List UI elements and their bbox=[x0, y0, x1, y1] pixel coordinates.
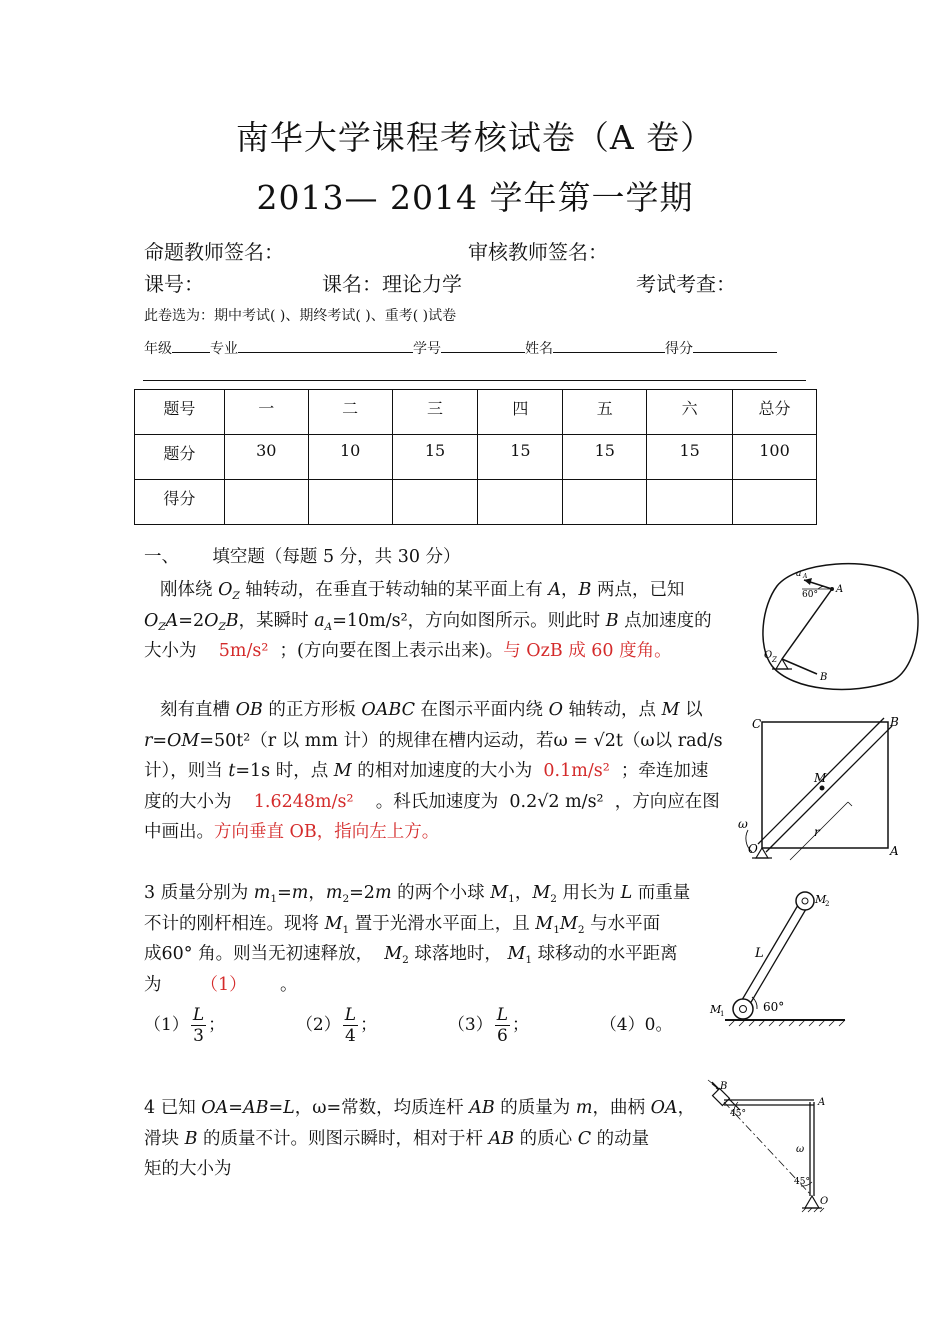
table-cell: 30 bbox=[224, 435, 308, 480]
q3-text: 球移动的水平距离 bbox=[532, 944, 678, 964]
table-cell: 15 bbox=[478, 435, 563, 480]
option-2[interactable]: （2） $\frac{L}{4}$ ； bbox=[295, 1005, 378, 1046]
q3-text: 成60° 角。则当无初速释放， bbox=[144, 944, 374, 964]
table-cell: 六 bbox=[647, 390, 733, 435]
setter-signature-label: 命题教师签名： bbox=[144, 240, 284, 264]
figure-label: L bbox=[755, 946, 764, 961]
figure-label: 2 bbox=[825, 900, 830, 908]
table-cell: 100 bbox=[733, 435, 817, 480]
figure-label: 60° bbox=[763, 1000, 785, 1014]
option-label: （1） bbox=[144, 1015, 189, 1035]
table-cell: 得分 bbox=[135, 480, 225, 525]
figure-label: Z bbox=[772, 656, 777, 664]
q4-text: 4 已知 bbox=[144, 1098, 202, 1118]
q4-text: ， bbox=[677, 1098, 696, 1118]
q1-text: 大小为 bbox=[144, 641, 197, 661]
table-cell: 题分 bbox=[135, 435, 225, 480]
q2-text: =1s 时，点 bbox=[235, 761, 334, 781]
table-cell: 15 bbox=[647, 435, 733, 480]
q3-answer: （1） bbox=[200, 974, 247, 995]
semester-title: 2013— 2014 学年第一学期 bbox=[256, 178, 694, 217]
table-cell: 题号 bbox=[135, 390, 225, 435]
figure-label: M bbox=[814, 771, 827, 785]
q4-text: 的质量不计。则图示瞬时，相对于杆 bbox=[197, 1128, 489, 1149]
table-cell: 四 bbox=[478, 390, 563, 435]
q2-answer: 0.2√2 m/s² bbox=[509, 791, 604, 812]
score-input-cell[interactable] bbox=[563, 480, 647, 525]
q1-text: 刚体绕 bbox=[160, 580, 219, 600]
score-label: 得分 bbox=[665, 341, 693, 357]
q3-text: 用长为 bbox=[556, 883, 621, 903]
table-cell: 三 bbox=[392, 390, 478, 435]
option-label: （2） bbox=[295, 1015, 341, 1035]
score-input-cell[interactable] bbox=[392, 480, 478, 525]
exam-title: 南华大学课程考核试卷（A 卷） bbox=[235, 118, 715, 157]
figure-label: B bbox=[820, 672, 828, 683]
q2-text: 度的大小为 bbox=[144, 791, 232, 812]
q1-text: 两点，已知 bbox=[591, 580, 685, 600]
grade-blank[interactable] bbox=[172, 336, 210, 353]
figure-label: O bbox=[764, 650, 773, 661]
q3-options bbox=[144, 1005, 672, 1046]
score-input-cell[interactable] bbox=[224, 480, 308, 525]
exam-type-label: 考试考查： bbox=[636, 272, 736, 296]
q4-text: ，ω=常数，均质连杆 bbox=[294, 1098, 470, 1118]
figure-label: a bbox=[796, 569, 802, 579]
table-cell: 15 bbox=[563, 435, 647, 480]
figure-3-rod-balls bbox=[705, 885, 855, 1035]
q4-text: ，曲柄 bbox=[592, 1098, 651, 1118]
figure-label: M bbox=[815, 893, 827, 906]
table-cell: 二 bbox=[308, 390, 392, 435]
option-1[interactable]: （1） $\frac{L}{3}$ ； bbox=[144, 1005, 226, 1046]
course-number-label: 课号： bbox=[144, 272, 204, 296]
figure-label: 45° bbox=[794, 1177, 810, 1187]
name-label: 姓名 bbox=[525, 341, 553, 357]
question-2: 刻有直槽 OB 的正方形板 OABC 在图示平面内绕 O 轴转动，点 M 以 r=OM=50t²（r 以 mm 计）的规律在槽内运动，若ω = √2t（ω以 rad/s 计），则当 t=1s 时，点 M 的相对加速度的大小为 0.1m/s² ；牵连加速 度的大小为 1.6248m/s² 。科氏加速度为 0.2√2 m/s² ，方向应在图 中画出。方向垂直 OB，指向左上方。 bbox=[144, 700, 723, 842]
q2-text: 在图示平面内绕 bbox=[414, 700, 549, 720]
major-blank[interactable] bbox=[238, 336, 413, 353]
student-info-line bbox=[144, 336, 777, 358]
figure-label: 60° bbox=[802, 590, 818, 600]
q4-text: 滑块 bbox=[144, 1128, 185, 1149]
figure-label: B bbox=[890, 715, 899, 729]
q2-text: 计），则当 bbox=[144, 761, 229, 781]
figure-label: C bbox=[752, 717, 762, 731]
score-input-cell[interactable] bbox=[647, 480, 733, 525]
figure-label: A bbox=[836, 584, 844, 595]
figure-label: B bbox=[720, 1081, 728, 1092]
course-name-label: 课名：理论力学 bbox=[322, 272, 462, 296]
q3-text: 与水平面 bbox=[584, 913, 661, 934]
option-label: （3） bbox=[447, 1015, 493, 1035]
figure-label: M bbox=[710, 1003, 722, 1016]
exam-selection-line: 此卷选为：期中考试( )、期终考试( )、重考( )试卷 bbox=[144, 308, 457, 324]
q3-text: 而重量 bbox=[632, 883, 691, 903]
q4-text: 的质心 bbox=[514, 1128, 578, 1149]
figure-label: A bbox=[818, 1097, 826, 1108]
table-cell: 15 bbox=[392, 435, 478, 480]
q2-text: ；牵连加速 bbox=[620, 761, 709, 781]
score-blank[interactable] bbox=[693, 336, 777, 353]
student-id-blank[interactable] bbox=[441, 336, 525, 353]
figure-label: 45° bbox=[730, 1109, 746, 1119]
q2-text: =50t²（r 以 mm 计）的规律在槽内运动，若ω = √2t（ω以 rad/s bbox=[199, 730, 723, 751]
q4-text: 矩的大小为 bbox=[144, 1159, 232, 1179]
table-cell: 10 bbox=[308, 435, 392, 480]
q2-text: ，方向应在图 bbox=[614, 791, 720, 812]
table-cell: 五 bbox=[563, 390, 647, 435]
q3-text: 。 bbox=[279, 974, 298, 995]
figure-label: ω bbox=[796, 1144, 805, 1155]
figure-label: r bbox=[814, 825, 820, 839]
q4-text: 的动量 bbox=[591, 1128, 650, 1149]
question-4: 4 已知 OA=AB=L，ω=常数，均质连杆 AB 的质量为 m，曲柄 OA， 滑块 B 的质量不计。则图示瞬时，相对于杆 AB 的质心 C 的动量 矩的大小为 bbox=[144, 1098, 696, 1179]
option-4[interactable]: （4）0。 bbox=[599, 1015, 673, 1035]
q2-text: 轴转动，点 bbox=[562, 700, 662, 720]
q3-text: 不计的刚杆相连。现将 bbox=[144, 913, 325, 934]
q3-text: 球落地时， bbox=[408, 944, 502, 964]
q2-text: 刻有直槽 bbox=[160, 700, 236, 720]
q1-text: =10m/s²，方向如图所示。则此时 bbox=[332, 610, 606, 631]
q2-answer: 方向垂直 OB，指向左上方。 bbox=[214, 822, 440, 842]
figure-label: 1 bbox=[720, 1010, 725, 1018]
q3-text: 的两个小球 bbox=[391, 883, 491, 903]
score-input-cell[interactable] bbox=[308, 480, 392, 525]
figure-label: O bbox=[748, 842, 758, 856]
q1-text: ；(方向要在图上表示出来)。 bbox=[279, 641, 504, 661]
q1-text: 点加速度的 bbox=[618, 610, 712, 631]
score-table bbox=[134, 389, 817, 525]
q1-text: ，某瞬时 bbox=[238, 610, 315, 631]
major-label: 专业 bbox=[210, 341, 238, 357]
q3-text: 为 bbox=[144, 974, 162, 995]
q1-answer: 与 OzB 成 60 度角。 bbox=[503, 641, 672, 661]
table-row bbox=[135, 390, 817, 435]
table-cell: 一 bbox=[224, 390, 308, 435]
q4-text: 的质量为 bbox=[494, 1098, 576, 1118]
q2-answer: 1.6248m/s² bbox=[253, 791, 354, 812]
q1-answer: 5m/s² bbox=[218, 641, 269, 661]
section-heading: 一、 填空题（每题 5 分，共 30 分） bbox=[144, 547, 461, 567]
option-3[interactable]: （3） $\frac{L}{6}$ ； bbox=[447, 1005, 529, 1046]
q2-text: 的正方形板 bbox=[262, 700, 362, 720]
student-id-label: 学号 bbox=[413, 341, 441, 357]
q3-text: 3 质量分别为 bbox=[144, 883, 254, 903]
q2-text: 中画出。 bbox=[144, 822, 214, 842]
question-3: 3 质量分别为 $m_1=m$，$m_2=2m$ 的两个小球 $M_1$，$M_2$ 用长为 L 而重量 不计的刚杆相连。现将 $M_1$ 置于光滑水平面上，且 $M_1M_2$ 与水平面 成60° 角。则当无初速释放， $M_2$ 球落地时， $M_1$ 球移动的水平距离 为 （1） 。 bbox=[144, 883, 691, 995]
q3-text: 置于光滑水平面上，且 bbox=[349, 913, 536, 934]
q2-text: 。科氏加速度为 bbox=[375, 791, 499, 812]
question-1: 刚体绕 $O_Z$ 轴转动，在垂直于转动轴的某平面上有 A，B 两点，已知 $O_ZA=2O_ZB$，某瞬时 $a_A=10m/s^2$，方向如图所示。则此时 B 点加速度的 大小为 5m/s² ；(方向要在图上表示出来)。与 OzB 成 60 度角。 bbox=[144, 580, 712, 661]
divider-line bbox=[143, 380, 806, 381]
figure-label: ω bbox=[738, 817, 748, 831]
figure-label: A bbox=[803, 573, 808, 580]
q2-text: 以 bbox=[679, 700, 703, 720]
q1-text: 轴转动，在垂直于转动轴的某平面上有 bbox=[239, 580, 549, 600]
figure-label: A bbox=[890, 844, 899, 858]
figure-1-rigid-body bbox=[752, 556, 932, 696]
figure-4-crank-slider bbox=[690, 1078, 850, 1228]
figure-2-square-plate bbox=[730, 710, 930, 870]
score-input-cell[interactable] bbox=[478, 480, 563, 525]
score-input-cell[interactable] bbox=[733, 480, 817, 525]
q2-answer: 0.1m/s² bbox=[543, 761, 610, 781]
name-blank[interactable] bbox=[553, 336, 665, 353]
table-cell: 总分 bbox=[733, 390, 817, 435]
grade-label: 年级 bbox=[144, 341, 172, 357]
q2-text: 的相对加速度的大小为 bbox=[351, 761, 533, 781]
table-row bbox=[135, 480, 817, 525]
reviewer-signature-label: 审核教师签名： bbox=[468, 240, 608, 264]
figure-label: O bbox=[820, 1196, 829, 1207]
table-row bbox=[135, 435, 817, 480]
